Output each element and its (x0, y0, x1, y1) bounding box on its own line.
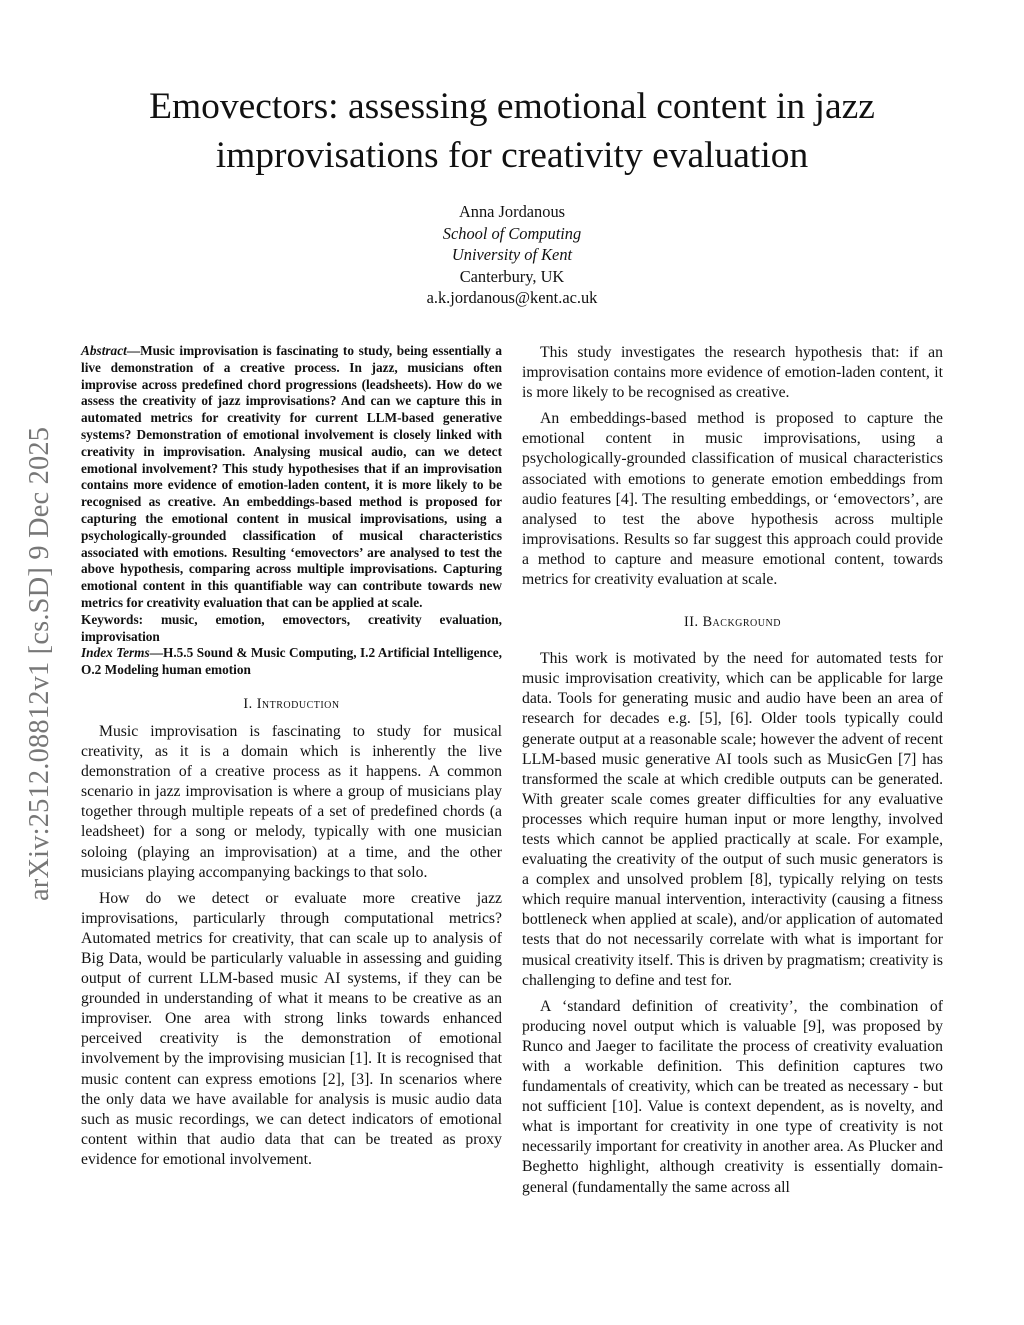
section-numeral: I. (243, 695, 253, 712)
section-heading-introduction (81, 696, 502, 713)
abstract (81, 343, 502, 612)
author-email: a.k.jordanous@kent.ac.uk (426, 288, 598, 307)
intro-paragraph-2: How do we detect or evaluate more creative jazz improvisations, particularly through computational metrics? Automated metrics for creativity, that can scale up to analysis of Big Data, would be particularly valuable in assessing and guiding output of current LLM-based music AI systems, if they can be grounded in understanding of what it means to be creative as an improviser. One area with strong links towards enhanced perceived creativity is the demonstration of emotional involvement by the improvising musician [1]. It is recognised that music content can express emotions [2], [3]. In scenarios where the only data we have available for analysis is music audio data such as music recordings, we can detect indicators of emotional content within that audio data that can be treated as proxy evidence for emotional involvement. (81, 889, 502, 1168)
intro-paragraph-3: This study investigates the research hypothesis that: if an improvisation contains more evidence of emotion-laden content, it is more likely to be recognised as creative. (522, 344, 943, 402)
section-numeral: II. (684, 614, 699, 631)
section-title: Introduction (256, 695, 340, 712)
author-name: Anna Jordanous (458, 202, 566, 221)
paper-title (100, 82, 924, 180)
author-department: School of Computing (442, 223, 582, 243)
background-paragraph-2: A ‘standard definition of creativity’, the combination of producing novel output which is valuable [9], was proposed by Runco and Jaeger to facilitate the process of creativity evaluation with a workable definition. This definition captures two fundamentals of creativity, which can be treated as necessary - but not sufficient [10]. Value is context dependent, as is novelty, and what is important for creativity in one type of creativity is not necessarily important for creativity in another area. As Plucker and Beghetto highlight, although creativity is essentially domain-general (fundamentally the same across all (522, 997, 943, 1196)
left-column (81, 343, 502, 1170)
section-heading-background (522, 614, 943, 631)
author-location: Canterbury, UK (459, 266, 565, 286)
intro-paragraph-4: An embeddings-based method is proposed to capture the emotional content in music improvisations, using a psychologically-grounded classification of musical characteristics associated with emotions to generate emotion embeddings from audio features [4]. The resulting embeddings, or ‘emovectors’, are analysed to test the above hypothesis across multiple improvisations. Results so far suggest this approach could provide a method to capture and measure emotional content, towards metrics for creativity evaluation at scale. (522, 410, 943, 589)
index-terms (81, 645, 502, 679)
author-block (312, 201, 712, 309)
keywords: Keywords: music, emotion, emovectors, creativity evaluation, improvisation (81, 611, 502, 644)
abstract-body: —Music improvisation is fascinating to study, being essentially a live demonstration of a creative process. In jazz, musicians often improvise across predefined chord progressions (leadsheets). How do we assess the creativity of jazz improvisations? And can we capture this in automated metrics for creativity for current LLM-based generative systems? Demonstration of emotional involvement is closely linked with creativity in improvisation. Analysing musical audio, can we detect emotional involvement? This study hypothesises that if an improvisation contains more evidence of emotion-laden content, it is more likely to be recognised as creative. An embeddings-based method is proposed for capturing the emotional content in musical improvisations, using a psychologically-grounded classification of musical characteristics associated with emotions. Resulting ‘emovectors’ are analysed to test the above hypothesis, comparing across multiple improvisations. Capturing emotional content in this quantifiable way can contribute towards new metrics for creativity evaluation that can be applied at scale. (81, 343, 502, 610)
intro-paragraph-1: Music improvisation is fascinating to study for musical creativity, as it is a domain which is inherently the live demonstration of a creative process as it happens. A common scenario in jazz improvisation is where a group of musicians play together through multiple repeats of a set of predefined chords (a leadsheet) for a song or melody, typically with one musician soloing (playing an improvisation) at a time, and the other musicians playing accompanying backings to that solo. (81, 722, 502, 881)
index-terms-lead: Index Terms (81, 645, 150, 661)
right-column (522, 343, 943, 1198)
title-line-1: Emovectors: assessing emotional content in jazz (149, 86, 875, 127)
author-university: University of Kent (451, 245, 573, 264)
title-line-2: improvisations for creativity evaluation (215, 135, 809, 176)
arxiv-identifier: arXiv:2512.08812v1 [cs.SD] 9 Dec 2025 (24, 426, 55, 902)
abstract-lead: Abstract (81, 343, 127, 358)
background-paragraph-1: This work is motivated by the need for automated tests for music improvisation creativity, which can be applicable for large data. Tools for generating music and audio have been an area of research for decades e.g. [5], [6]. Older tools typically could generate output at a reasonable scale; however the advent of recent LLM-based music generative AI tools such as MusicGen [7] has transformed the scale at which credible outputs can be generated. With greater scale comes greater difficulties for any evaluative processes which require human input or more lengthy, involved tests which cannot be applied practically at scale. For example, evaluating the creativity of the output of such music generators is a complex and unsolved problem [8], typically relying on tests which require manual intervention, interactivity (causing a fitness bottleneck when applied at scale), and/or application of automated tests that do not necessarily correlate with what is important for musical creativity itself. This is driven by pragmatism; creativity is challenging to define and test for. (522, 650, 943, 989)
section-title: Background (702, 614, 781, 631)
index-terms-body: —H.5.5 Sound & Music Computing, I.2 Artificial Intelligence, O.2 Modeling human emotion (81, 645, 502, 678)
